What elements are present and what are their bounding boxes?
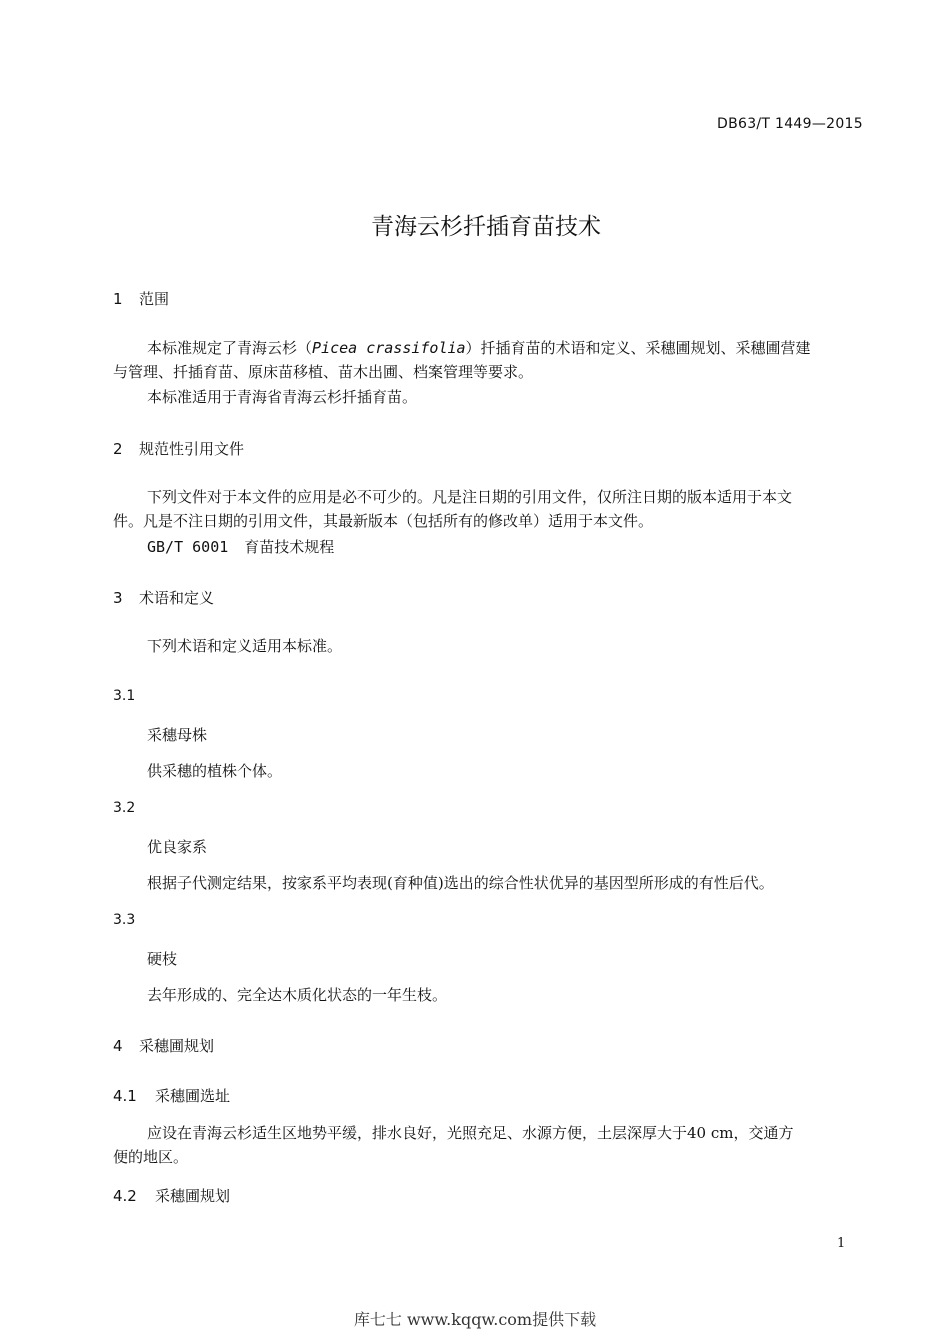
term-name: 优良家系 [147, 838, 208, 856]
subsection-4-2-heading [113, 1185, 230, 1206]
section-title: 范围 [139, 290, 170, 308]
section-2-para-line-2: 件。凡是不注日期的引用文件，其最新版本（包括所有的修改单）适用于本文件。 [113, 512, 654, 530]
section-number: 3 [113, 589, 123, 607]
subsection-4-1-para-line-1: 应设在青海云杉适生区地势平缓，排水良好，光照充足、水源方便，土层深厚大于40 cm，交通方 [147, 1124, 794, 1142]
term-number: 3.2 [113, 800, 136, 816]
subsection-number: 4.2 [113, 1187, 137, 1205]
term-definition: 去年形成的、完全达木质化状态的一年生枝。 [147, 986, 448, 1004]
subsection-number: 4.1 [113, 1087, 137, 1105]
term-name: 硬枝 [147, 950, 178, 968]
footer-download-note: 库七七 www.kqqw.com提供下载 [353, 1310, 597, 1329]
subsection-4-1-heading [113, 1085, 230, 1106]
standard-number: DB63/T 1449—2015 [717, 116, 863, 132]
term-number: 3.3 [113, 912, 136, 928]
subsection-title: 采穗圃规划 [155, 1187, 231, 1205]
section-4-heading [113, 1035, 214, 1056]
reference-title: 育苗技术规程 [244, 538, 335, 556]
section-2-heading [113, 438, 244, 459]
section-1-para-1-line-1 [147, 336, 811, 360]
term-name: 采穗母株 [147, 726, 208, 744]
reference-code: GB/T 6001 [147, 538, 229, 556]
section-title: 规范性引用文件 [139, 440, 245, 458]
normative-reference [147, 535, 334, 559]
section-1-para-2: 本标准适用于青海省青海云杉扦插育苗。 [147, 388, 418, 406]
term-definition: 根据子代测定结果，按家系平均表现(育种值)选出的综合性状优异的基因型所形成的有性后代。 [147, 874, 774, 892]
page-number: 1 [837, 1236, 846, 1251]
term-number: 3.1 [113, 688, 136, 704]
section-1-para-1-line-2: 与管理、扦插育苗、原床苗移植、苗木出圃、档案管理等要求。 [113, 363, 534, 381]
section-title: 术语和定义 [139, 589, 215, 607]
section-number: 4 [113, 1037, 123, 1055]
term-definition: 供采穗的植株个体。 [147, 762, 283, 780]
section-3-intro: 下列术语和定义适用本标准。 [147, 637, 343, 655]
document-title: 青海云杉扦插育苗技术 [371, 214, 601, 240]
section-title: 采穗圃规划 [139, 1037, 215, 1055]
section-2-para-line-1: 下列文件对于本文件的应用是必不可少的。凡是注日期的引用文件，仅所注日期的版本适用于本文 [147, 488, 793, 506]
section-1-heading [113, 288, 169, 309]
latin-name: Picea crassifolia [312, 339, 466, 357]
subsection-4-1-para-line-2: 便的地区。 [113, 1148, 189, 1166]
text-run: 本标准规定了青海云杉（ [147, 339, 313, 357]
text-run: ）扦插育苗的术语和定义、采穗圃规划、采穗圃营建 [465, 339, 811, 357]
subsection-title: 采穗圃选址 [155, 1087, 231, 1105]
section-number: 1 [113, 290, 123, 308]
section-3-heading [113, 587, 214, 608]
section-number: 2 [113, 440, 123, 458]
